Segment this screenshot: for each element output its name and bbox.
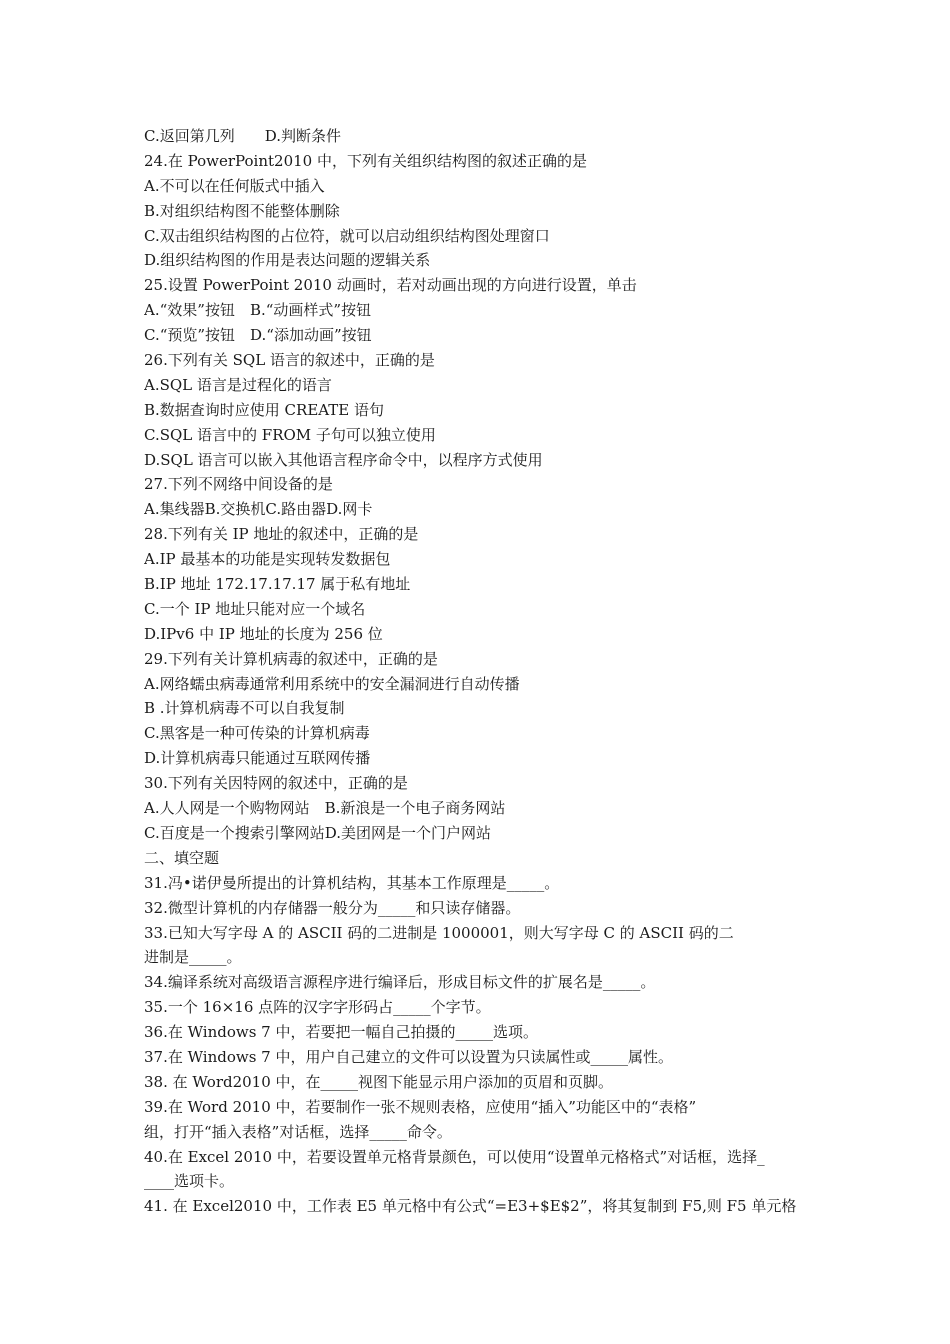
question-37: 37.在 Windows 7 中，用户自己建立的文件可以设置为只读属性或_____属性。: [144, 1047, 673, 1066]
option-line: C.“预览”按钮 D.“添加动画”按钮: [144, 326, 372, 345]
option-line: A.SQL 语言是过程化的语言: [144, 375, 332, 394]
option-line: D.计算机病毒只能通过互联网传播: [144, 749, 371, 768]
option-line: C.双击组织结构图的占位符，就可以启动组织结构图处理窗口: [144, 226, 550, 245]
option-line: C.百度是一个搜索引擎网站D.美团网是一个门户网站: [144, 823, 491, 842]
question-25: 25.设置 PowerPoint 2010 动画时，若对动画出现的方向进行设置，单击: [144, 276, 637, 295]
question-38: 38. 在 Word2010 中，在_____视图下能显示用户添加的页眉和页脚。: [144, 1072, 614, 1091]
text-line: C.返回第几列 D.判断条件: [144, 127, 341, 145]
question-26: 26.下列有关 SQL 语言的叙述中，正确的是: [144, 351, 435, 370]
question-29: 29.下列有关计算机病毒的叙述中，正确的是: [144, 649, 438, 668]
option-line: D.SQL 语言可以嵌入其他语言程序命令中，以程序方式使用: [144, 450, 543, 469]
option-line: C.黑客是一种可传染的计算机病毒: [144, 724, 370, 743]
option-line: B.对组织结构图不能整体删除: [144, 201, 340, 220]
option-line: A.网络蠕虫病毒通常利用系统中的安全漏洞进行自动传播: [144, 674, 520, 693]
section-heading: 二、填空题: [144, 848, 220, 867]
question-33-continued: 进制是_____。: [144, 948, 242, 967]
option-line: B.IP 地址 172.17.17.17 属于私有地址: [144, 575, 411, 594]
question-32: 32.微型计算机的内存储器一般分为_____和只读存储器。: [144, 898, 521, 917]
question-36: 36.在 Windows 7 中，若要把一幅自己拍摄的_____选项。: [144, 1023, 538, 1042]
question-40-continued: ____选项卡。: [144, 1172, 235, 1191]
option-line: C.一个 IP 地址只能对应一个域名: [144, 599, 366, 618]
option-line: B .计算机病毒不可以自我复制: [144, 699, 345, 718]
option-line: B.数据查询时应使用 CREATE 语句: [144, 400, 385, 419]
option-line: D.IPv6 中 IP 地址的长度为 256 位: [144, 624, 383, 643]
question-41: 41. 在 Excel2010 中，工作表 E5 单元格中有公式“=E3+$E$2”，将其复制到 F5,则 F5 单元格: [144, 1197, 797, 1216]
question-34: 34.编译系统对高级语言源程序进行编译后，形成目标文件的扩展名是_____。: [144, 973, 656, 992]
question-28: 28.下列有关 IP 地址的叙述中，正确的是: [144, 525, 419, 544]
question-39: 39.在 Word 2010 中，若要制作一张不规则表格，应使用“插入”功能区中的“表格”: [144, 1097, 697, 1116]
option-line: A.“效果”按钮 B.“动画样式”按钮: [144, 301, 372, 320]
option-line: C.SQL 语言中的 FROM 子句可以独立使用: [144, 425, 436, 444]
option-line: A.IP 最基本的功能是实现转发数据包: [144, 550, 391, 569]
question-27: 27.下列不网络中间设备的是: [144, 475, 333, 494]
option-line: A.集线器B.交换机C.路由器D.网卡: [144, 500, 373, 519]
option-line: A.不可以在任何版式中插入: [144, 176, 325, 195]
question-24: 24.在 PowerPoint2010 中，下列有关组织结构图的叙述正确的是: [144, 151, 587, 170]
option-line: D.组织结构图的作用是表达问题的逻辑关系: [144, 251, 431, 270]
question-40: 40.在 Excel 2010 中，若要设置单元格背景颜色，可以使用“设置单元格格式”对话框，选择_: [144, 1147, 765, 1166]
question-35: 35.一个 16×16 点阵的汉字字形码占_____个字节。: [144, 998, 491, 1017]
question-39-continued: 组，打开“插入表格”对话框，选择_____命令。: [144, 1122, 452, 1141]
question-30: 30.下列有关因特网的叙述中，正确的是: [144, 774, 408, 793]
question-31: 31.冯•诺伊曼所提出的计算机结构，其基本工作原理是_____。: [144, 873, 560, 892]
document-page: [144, 124, 824, 1219]
option-line: A.人人网是一个购物网站 B.新浪是一个电子商务网站: [144, 799, 506, 818]
question-33: 33.已知大写字母 A 的 ASCII 码的二进制是 1000001，则大写字母 C 的 ASCII 码的二: [144, 923, 734, 942]
